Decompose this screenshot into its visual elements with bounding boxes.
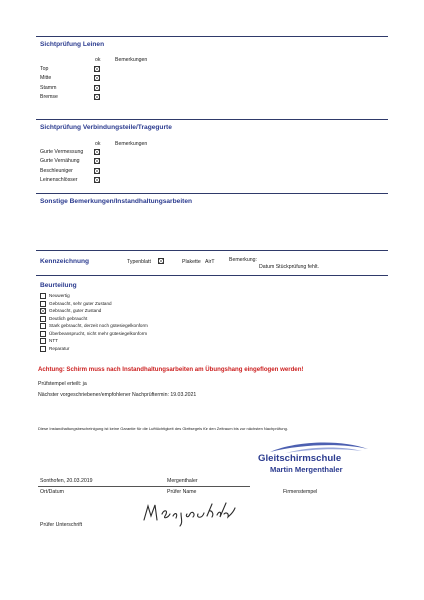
check-cross-icon <box>95 86 99 90</box>
beurteilung-option: NTT <box>49 338 58 343</box>
warning-text: Achtung: Schirm muss nach Instandhaltungsarbeiten am Übungshang eingeflogen werden! <box>38 366 304 373</box>
check-cross-icon <box>159 259 163 263</box>
check-cross-icon <box>95 150 99 154</box>
column-header-ok: ok <box>95 57 101 63</box>
divider <box>36 250 388 251</box>
divider <box>36 119 388 120</box>
divider <box>36 193 388 194</box>
section-title-kennzeichnung: Kennzeichnung <box>40 258 90 265</box>
verbindung-item-checkbox[interactable] <box>94 168 100 174</box>
logo-line-1: Gleitschirmschule <box>258 453 342 464</box>
typenblatt-checkbox[interactable] <box>158 258 164 264</box>
verbindung-item-checkbox[interactable] <box>94 177 100 183</box>
pruefer-name-label: Prüfer Name <box>167 489 197 495</box>
leinen-item-checkbox[interactable] <box>94 75 100 81</box>
leinen-item-checkbox[interactable] <box>94 94 100 100</box>
section-title-sonstige: Sonstige Bemerkungen/Instandhaltungsarbeiten <box>40 198 193 205</box>
disclaimer-text: Diese Instandhaltungsbescheinigung ist keine Garantie für die Lufttüchtigkeit des Gleitsegels für den Zeitraum bis zur nächsten Nachprüfung. <box>38 426 288 431</box>
pruefstempel-text: Prüfstempel erteilt: ja <box>38 381 87 387</box>
bemerkung-text: Datum Stückprüfung fehlt. <box>259 264 319 270</box>
verbindung-item: Beschleuniger <box>40 167 73 174</box>
column-header-ok: ok <box>95 141 101 147</box>
beurteilung-option: Deutlich gebraucht <box>49 315 88 321</box>
column-header-remarks: Bemerkungen <box>115 57 148 63</box>
verbindung-item: Gurte Vernähung <box>40 158 80 165</box>
typenblatt-label: Typenblatt <box>127 259 151 265</box>
handwritten-signature <box>140 496 240 528</box>
leinen-item: Bremse <box>40 93 58 100</box>
divider <box>36 275 388 276</box>
leinen-item-checkbox[interactable] <box>94 85 100 91</box>
beurteilung-option-checkbox[interactable] <box>40 308 46 314</box>
firmenstempel-label: Firmenstempel <box>283 489 318 495</box>
beurteilung-option: Gebraucht, guter Zustand <box>49 308 102 313</box>
check-cross-icon <box>95 159 99 163</box>
verbindung-item-checkbox[interactable] <box>94 149 100 155</box>
section-title-leinen: Sichtprüfung Leinen <box>40 41 105 48</box>
next-inspection-text: Nächster vorgeschriebener/empfohlener Nachprüftermin: 19.03.2021 <box>38 392 197 398</box>
plakette-value: AirT <box>205 259 215 265</box>
logo-line-2: Martin Mergenthaler <box>270 465 343 474</box>
pruefer-name-value: Mergenthaler <box>167 478 198 484</box>
signature-line <box>38 486 250 487</box>
plakette-label: Plakette <box>182 259 201 265</box>
beurteilung-option-checkbox[interactable] <box>40 323 46 329</box>
beurteilung-option: Gebraucht, sehr guter Zustand <box>49 300 112 306</box>
ort-datum-label: Ort/Datum <box>40 489 64 495</box>
leinen-item-checkbox[interactable] <box>94 66 100 72</box>
beurteilung-option-checkbox[interactable] <box>40 346 46 352</box>
check-cross-icon <box>41 309 45 313</box>
beurteilung-option-checkbox[interactable] <box>40 331 46 337</box>
divider <box>36 36 388 37</box>
beurteilung-option: Stark gebraucht, derzeit noch gütesiegelkonform <box>49 323 148 328</box>
beurteilung-option-checkbox[interactable] <box>40 316 46 322</box>
section-title-beurteilung: Beurteilung <box>40 282 77 289</box>
ort-datum-value: Sonthofen, 20.03.2019 <box>40 478 93 484</box>
beurteilung-option-checkbox[interactable] <box>40 338 46 344</box>
verbindung-item-checkbox[interactable] <box>94 158 100 164</box>
section-title-verbindung: Sichtprüfung Verbindungsteile/Tragegurte <box>40 124 172 131</box>
check-cross-icon <box>95 67 99 71</box>
leinen-item: Top <box>40 66 49 72</box>
leinen-item: Mitte <box>40 75 52 82</box>
verbindung-item: Leinenschlösser <box>40 176 78 183</box>
check-cross-icon <box>95 169 99 173</box>
beurteilung-option-checkbox[interactable] <box>40 301 46 307</box>
beurteilung-option: Überbeansprucht, nicht mehr gütesiegelkonform <box>49 330 148 336</box>
check-cross-icon <box>95 76 99 80</box>
verbindung-item: Gurte Vermessung <box>40 149 84 155</box>
check-cross-icon <box>95 178 99 182</box>
column-header-remarks: Bemerkungen <box>115 141 148 147</box>
check-cross-icon <box>95 95 99 99</box>
leinen-item: Stamm <box>40 84 57 91</box>
beurteilung-option: Neuwertig <box>49 293 70 298</box>
pruefer-unterschrift-label: Prüfer Unterschrift <box>40 522 83 528</box>
bemerkung-label: Bemerkung: <box>229 257 257 263</box>
beurteilung-option-checkbox[interactable] <box>40 293 46 299</box>
company-logo <box>250 440 380 480</box>
beurteilung-option: Reparatur <box>49 345 70 351</box>
